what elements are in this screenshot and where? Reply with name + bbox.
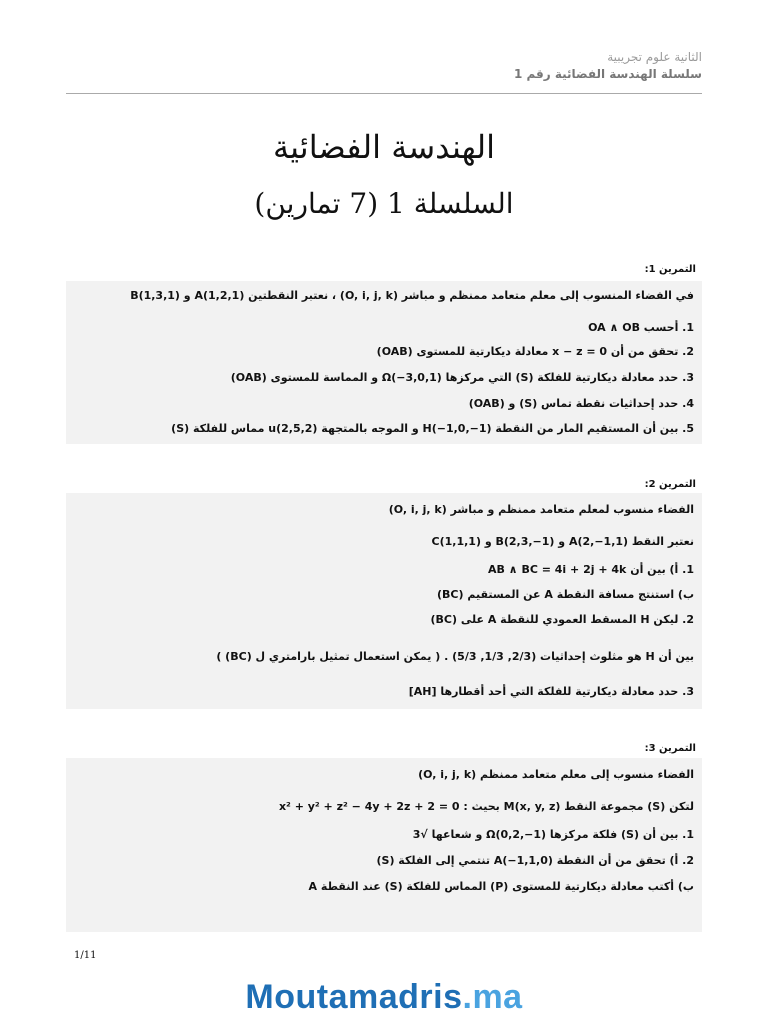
exercise-2-line: نعتبر النقط A(2,−1,1) و B(2,3,−1) و C(1,1,1) (431, 535, 694, 548)
exercise-3-line: الفضاء منسوب إلى معلم متعامد ممنظم (O, i, j, k) (418, 768, 694, 781)
page-subtitle: السلسلة 1 (7 تمارين) (254, 187, 514, 220)
exercise-2-line: الفضاء منسوب لمعلم متعامد ممنظم و مباشر (O, i, j, k) (388, 503, 694, 516)
page-number: 1/11 (74, 950, 97, 961)
level-label: الثانية علوم تجريبية (607, 50, 702, 64)
exercise-1-line: 4. حدد إحداثيات نقطة تماس (S) و (OAB) (468, 397, 694, 410)
exercise-2-line: 2. ليكن H المسقط العمودي للنقطة A على (BC) (430, 613, 694, 626)
brand-name: Moutamadris (245, 978, 463, 1016)
exercise-2-line: بين أن H هو مثلوث إحداثيات (2/3, 1/3, 5/3) . ( يمكن استعمال تمثيل بارامتري ل (BC) ) (216, 650, 694, 663)
exercise-2-line: 3. حدد معادلة ديكارتية للفلكة التي أحد أقطارها [AH] (408, 685, 694, 698)
exercise-1-line: 3. حدد معادلة ديكارتية للفلكة (S) التي مركزها Ω(−3,0,1) و المماسة للمستوى (OAB) (230, 371, 694, 384)
header-rule (66, 93, 702, 94)
exercise-1-line: في الفضاء المنسوب إلى معلم متعامد ممنظم و مباشر (O, i, j, k) ، نعتبر النقطتين A(1,2,1) و B(1,3,1) (130, 289, 694, 302)
exercise-1-line: 1. أحسب OA ∧ OB (588, 321, 694, 334)
exercise-3-line: 1. بين أن (S) فلكة مركزها Ω(0,2,−1) و شعاعها √3 (412, 828, 694, 841)
exercise-3-line: 2. أ) تحقق من أن النقطة A(−1,1,0) تنتمي إلى الفلكة (S) (376, 854, 694, 867)
exercise-1-label: التمرين 1: (644, 264, 696, 275)
exercise-2-line: ب) استنتج مسافة النقطة A عن المستقيم (BC) (436, 588, 694, 601)
exercise-1-line: 2. تحقق من أن x − z = 0 معادلة ديكارتية للمستوى (OAB) (376, 345, 694, 358)
exercise-3-box (66, 758, 702, 932)
series-label: سلسلة الهندسة الفضائية رقم 1 (513, 67, 702, 81)
exercise-1-line: 5. بين أن المستقيم المار من النقطة H(−1,0,−1) و الموجه بالمتجهة u(2,5,2) مماس للفلكة (S) (171, 422, 694, 435)
exercise-3-line: لتكن (S) مجموعة النقط M(x, y, z) بحيث : x² + y² + z² − 4y + 2z + 2 = 0 (278, 800, 694, 813)
exercise-3-label: التمرين 3: (644, 743, 696, 754)
page-title: الهندسة الفضائية (272, 128, 496, 166)
exercise-2-label: التمرين 2: (644, 479, 696, 490)
brand-tld: .ma (462, 978, 523, 1016)
exercise-2-line: 1. أ) بين أن AB ∧ BC = 4i + 2j + 4k (487, 563, 694, 576)
exercise-1-box (66, 281, 702, 444)
site-logo[interactable] (0, 978, 768, 1017)
exercise-2-box (66, 493, 702, 709)
exercise-3-line: ب) أكتب معادلة ديكارتية للمستوى (P) المماس للفلكة (S) عند النقطة A (308, 880, 694, 893)
page-header (514, 50, 702, 81)
